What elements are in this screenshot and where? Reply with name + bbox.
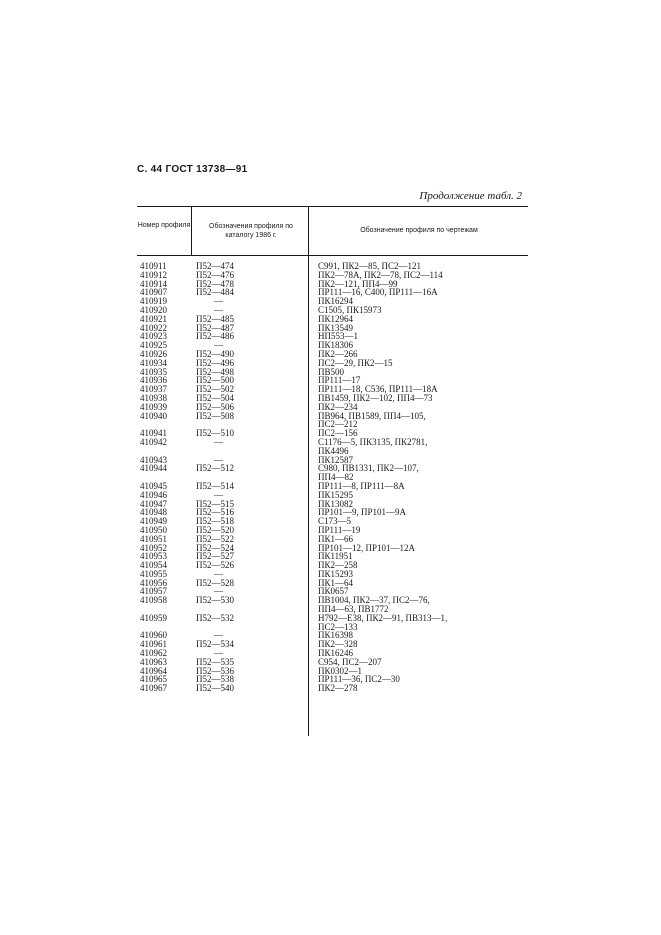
profile-number-cell: 410947	[140, 498, 167, 509]
profile-number-cell: 410923	[140, 331, 167, 342]
catalog-designation-cell: П52—518	[196, 516, 234, 527]
catalog-designation-cell: П52—490	[196, 348, 234, 359]
table-header-bottom-rule	[137, 255, 528, 256]
profile-number-cell: 410945	[140, 480, 167, 491]
drawing-designation-line: С980, ПВ1331, ПК2—107,	[318, 463, 419, 474]
table-row	[0, 412, 661, 430]
drawing-designation-line: ПК16246	[318, 648, 354, 659]
catalog-designation-cell: П52—476	[196, 269, 234, 280]
profile-number-cell: 410940	[140, 410, 167, 421]
catalog-designation-cell: П52—536	[196, 665, 234, 676]
drawing-designation-line: ПК2—121, ПП4—99	[318, 278, 398, 289]
header-column-divider-1	[191, 207, 192, 255]
drawing-designation-line: ПК18306	[318, 340, 354, 351]
profile-number-cell: 410965	[140, 674, 167, 685]
profile-number-cell: 410938	[140, 392, 167, 403]
table-row	[0, 614, 661, 632]
drawing-designation-line: С991, ПК2—85, ПС2—121	[318, 261, 422, 271]
drawing-designation-line: ПК13549	[318, 322, 354, 333]
page-header-reference: С. 44 ГОСТ 13738—91	[137, 164, 248, 175]
catalog-designation-cell: П52—526	[196, 560, 234, 571]
catalog-designation-cell: —	[214, 340, 223, 351]
catalog-designation-cell: П52—502	[196, 384, 234, 395]
catalog-designation-cell: П52—504	[196, 392, 234, 403]
table-body	[0, 262, 661, 693]
table-row	[0, 596, 661, 614]
profile-number-cell: 410939	[140, 401, 167, 412]
profile-number-cell: 410955	[140, 568, 167, 579]
catalog-designation-cell: П52—512	[196, 463, 234, 474]
drawing-designation-line: ПП4—82	[318, 472, 354, 483]
drawing-designation-line: ПК15295	[318, 489, 354, 500]
profile-number-cell: 410907	[140, 287, 167, 298]
profile-number-cell: 410943	[140, 454, 167, 465]
drawing-designation-cell	[318, 412, 528, 430]
profile-number-cell: 410953	[140, 551, 167, 562]
drawing-designation-line: С1176—5, ПК3135, ПК2781,	[318, 436, 428, 447]
drawing-designation-line: ПК2—278	[318, 683, 358, 694]
table-top-rule	[137, 206, 528, 207]
profile-number-cell: 410963	[140, 656, 167, 667]
catalog-designation-cell: П52—487	[196, 322, 234, 333]
drawing-designation-line: ПК1—64	[318, 577, 354, 588]
drawing-designation-line: ПР111—19	[318, 524, 361, 535]
profile-number-cell: 410956	[140, 577, 167, 588]
drawing-designation-line: ПП4—63, ПВ1772	[318, 604, 389, 615]
profile-number-cell: 410954	[140, 560, 167, 571]
catalog-designation-cell: П52—486	[196, 331, 234, 342]
catalog-designation-cell: П52—514	[196, 480, 234, 491]
profile-number-cell: 410958	[140, 595, 167, 606]
profile-number-cell: 410960	[140, 630, 167, 641]
column-header-drawing-designation: Обозначение профиля по чертежам	[360, 227, 478, 234]
catalog-designation-cell: П52—530	[196, 595, 234, 606]
catalog-designation-cell: П52—520	[196, 524, 234, 535]
profile-number-cell: 410967	[140, 683, 167, 694]
drawing-designation-line: ПС2—156	[318, 428, 358, 439]
catalog-designation-cell: П52—484	[196, 287, 234, 298]
column-header-profile-number: Номер профиля	[137, 222, 191, 229]
drawing-designation-line: ПР101—9, ПР101—9А	[318, 507, 407, 518]
catalog-designation-cell: —	[214, 436, 223, 447]
profile-number-cell: 410922	[140, 322, 167, 333]
drawing-designation-line: ПК0657	[318, 586, 349, 597]
table-row	[0, 684, 661, 693]
catalog-designation-cell: —	[214, 296, 223, 307]
catalog-designation-cell: П52—485	[196, 313, 234, 324]
drawing-designation-line: ПР111—16, С400, ПР111—16А	[318, 287, 438, 298]
profile-number-cell: 410936	[140, 375, 167, 386]
drawing-designation-line: ПВ964, ПВ1589, ПП4—105,	[318, 410, 426, 421]
drawing-designation-cell	[318, 464, 528, 482]
drawing-designation-cell	[318, 359, 528, 368]
catalog-designation-cell: —	[214, 586, 223, 597]
drawing-designation-line: ПВ1459, ПК2—102, ПП4—73	[318, 392, 433, 403]
profile-number-cell: 410951	[140, 533, 167, 544]
drawing-designation-line: ПК4496	[318, 445, 349, 456]
drawing-designation-line: ПВ500	[318, 366, 345, 377]
catalog-designation-cell: —	[214, 630, 223, 641]
catalog-designation-cell: П52—506	[196, 401, 234, 412]
column-header-catalog-designation: Обозначения профиля по каталогу 1986 г.	[209, 223, 293, 239]
profile-number-cell: 410935	[140, 366, 167, 377]
profile-number-cell: 410934	[140, 357, 167, 368]
catalog-designation-cell: П52—538	[196, 674, 234, 685]
catalog-designation-cell: П52—516	[196, 507, 234, 518]
drawing-designation-line: ПК2—78А, ПК2—78, ПС2—114	[318, 269, 443, 280]
profile-number-cell: 410944	[140, 463, 167, 474]
profile-number-cell: 410961	[140, 639, 167, 650]
drawing-designation-line: ПС2—133	[318, 621, 358, 632]
catalog-designation-cell: П52—540	[196, 683, 234, 694]
profile-number-cell: 410921	[140, 313, 167, 324]
catalog-designation-cell: П52—498	[196, 366, 234, 377]
profile-number-cell: 410926	[140, 348, 167, 359]
profile-number-cell: 410942	[140, 436, 167, 447]
drawing-designation-line: ПС2—212	[318, 419, 358, 430]
drawing-designation-line: ПК16398	[318, 630, 354, 641]
drawing-designation-line: С1505, ПК15973	[318, 304, 382, 315]
drawing-designation-cell	[318, 438, 528, 456]
profile-number-cell: 410950	[140, 524, 167, 535]
drawing-designation-line: ПК12964	[318, 313, 354, 324]
catalog-designation-cell: П52—508	[196, 410, 234, 421]
catalog-designation-cell: П52—478	[196, 278, 234, 289]
profile-number-cell: 410911	[140, 261, 167, 271]
catalog-designation-cell: П52—535	[196, 656, 234, 667]
catalog-designation-cell: —	[214, 454, 223, 465]
catalog-designation-cell: П52—500	[196, 375, 234, 386]
drawing-designation-line: ПВ1004, ПК2—37, ПС2—76,	[318, 595, 430, 606]
catalog-designation-cell: П52—527	[196, 551, 234, 562]
drawing-designation-line: ПК2—266	[318, 348, 358, 359]
catalog-designation-cell: —	[214, 568, 223, 579]
drawing-designation-line: ПК1—66	[318, 533, 354, 544]
catalog-designation-cell: П52—496	[196, 357, 234, 368]
table-row	[0, 464, 661, 482]
catalog-designation-cell: П52—524	[196, 542, 234, 553]
catalog-designation-cell: П52—522	[196, 533, 234, 544]
profile-number-cell: 410920	[140, 304, 167, 315]
drawing-designation-line: ПК13082	[318, 498, 354, 509]
catalog-designation-cell: —	[214, 304, 223, 315]
profile-number-cell: 410914	[140, 278, 167, 289]
drawing-designation-line: С173—5	[318, 516, 352, 527]
drawing-designation-line: ПР111—8, ПР111—8А	[318, 480, 405, 491]
profile-number-cell: 410959	[140, 612, 167, 623]
drawing-designation-line: ПС2—29, ПК2—15	[318, 357, 393, 368]
drawing-designation-cell	[318, 596, 528, 614]
drawing-designation-line: ПК0302—1	[318, 665, 363, 676]
profile-number-cell: 410919	[140, 296, 167, 307]
profile-number-cell: 410964	[140, 665, 167, 676]
profile-number-cell: 410949	[140, 516, 167, 527]
table-continuation-label: Продолжение табл. 2	[419, 190, 522, 202]
catalog-designation-cell: П52—534	[196, 639, 234, 650]
drawing-designation-line: ПК11951	[318, 551, 353, 562]
drawing-designation-cell	[318, 684, 528, 693]
drawing-designation-line: ПР111—17	[318, 375, 361, 386]
drawing-designation-line: ПК2—328	[318, 639, 358, 650]
catalog-designation-cell: П52—474	[196, 261, 234, 271]
catalog-designation-cell: П52—515	[196, 498, 234, 509]
profile-number-cell: 410948	[140, 507, 167, 518]
profile-number-cell: 410941	[140, 428, 167, 439]
drawing-designation-line: ПК16294	[318, 296, 354, 307]
drawing-designation-line: ПР111—18, С536, ПР111—18А	[318, 384, 438, 395]
profile-number-cell: 410962	[140, 648, 167, 659]
profile-number-cell: 410946	[140, 489, 167, 500]
profile-number-cell: 410925	[140, 340, 167, 351]
drawing-designation-line: Н792—Е38, ПК2—91, ПВ313—1,	[318, 612, 448, 623]
catalog-designation-cell: П52—528	[196, 577, 234, 588]
drawing-designation-line: ПК2—234	[318, 401, 358, 412]
drawing-designation-line: ПК2—258	[318, 560, 358, 571]
catalog-designation-cell: П52—510	[196, 428, 234, 439]
profile-number-cell: 410957	[140, 586, 167, 597]
table-row	[0, 438, 661, 456]
profile-number-cell: 410937	[140, 384, 167, 395]
drawing-designation-line: ПР101—12, ПР101—12А	[318, 542, 416, 553]
drawing-designation-line: НП553—1	[318, 331, 358, 342]
catalog-designation-cell: —	[214, 648, 223, 659]
profile-number-cell: 410952	[140, 542, 167, 553]
drawing-designation-line: ПР111—36, ПС2—30	[318, 674, 400, 685]
drawing-designation-cell	[318, 579, 528, 588]
catalog-designation-cell: —	[214, 489, 223, 500]
header-column-divider-2	[308, 207, 309, 255]
drawing-designation-line: ПК15293	[318, 568, 354, 579]
drawing-designation-line: ПК12587	[318, 454, 354, 465]
drawing-designation-cell	[318, 614, 528, 632]
profile-number-cell: 410912	[140, 269, 167, 280]
drawing-designation-line: С954, ПС2—207	[318, 656, 382, 667]
catalog-designation-cell: П52—532	[196, 612, 234, 623]
